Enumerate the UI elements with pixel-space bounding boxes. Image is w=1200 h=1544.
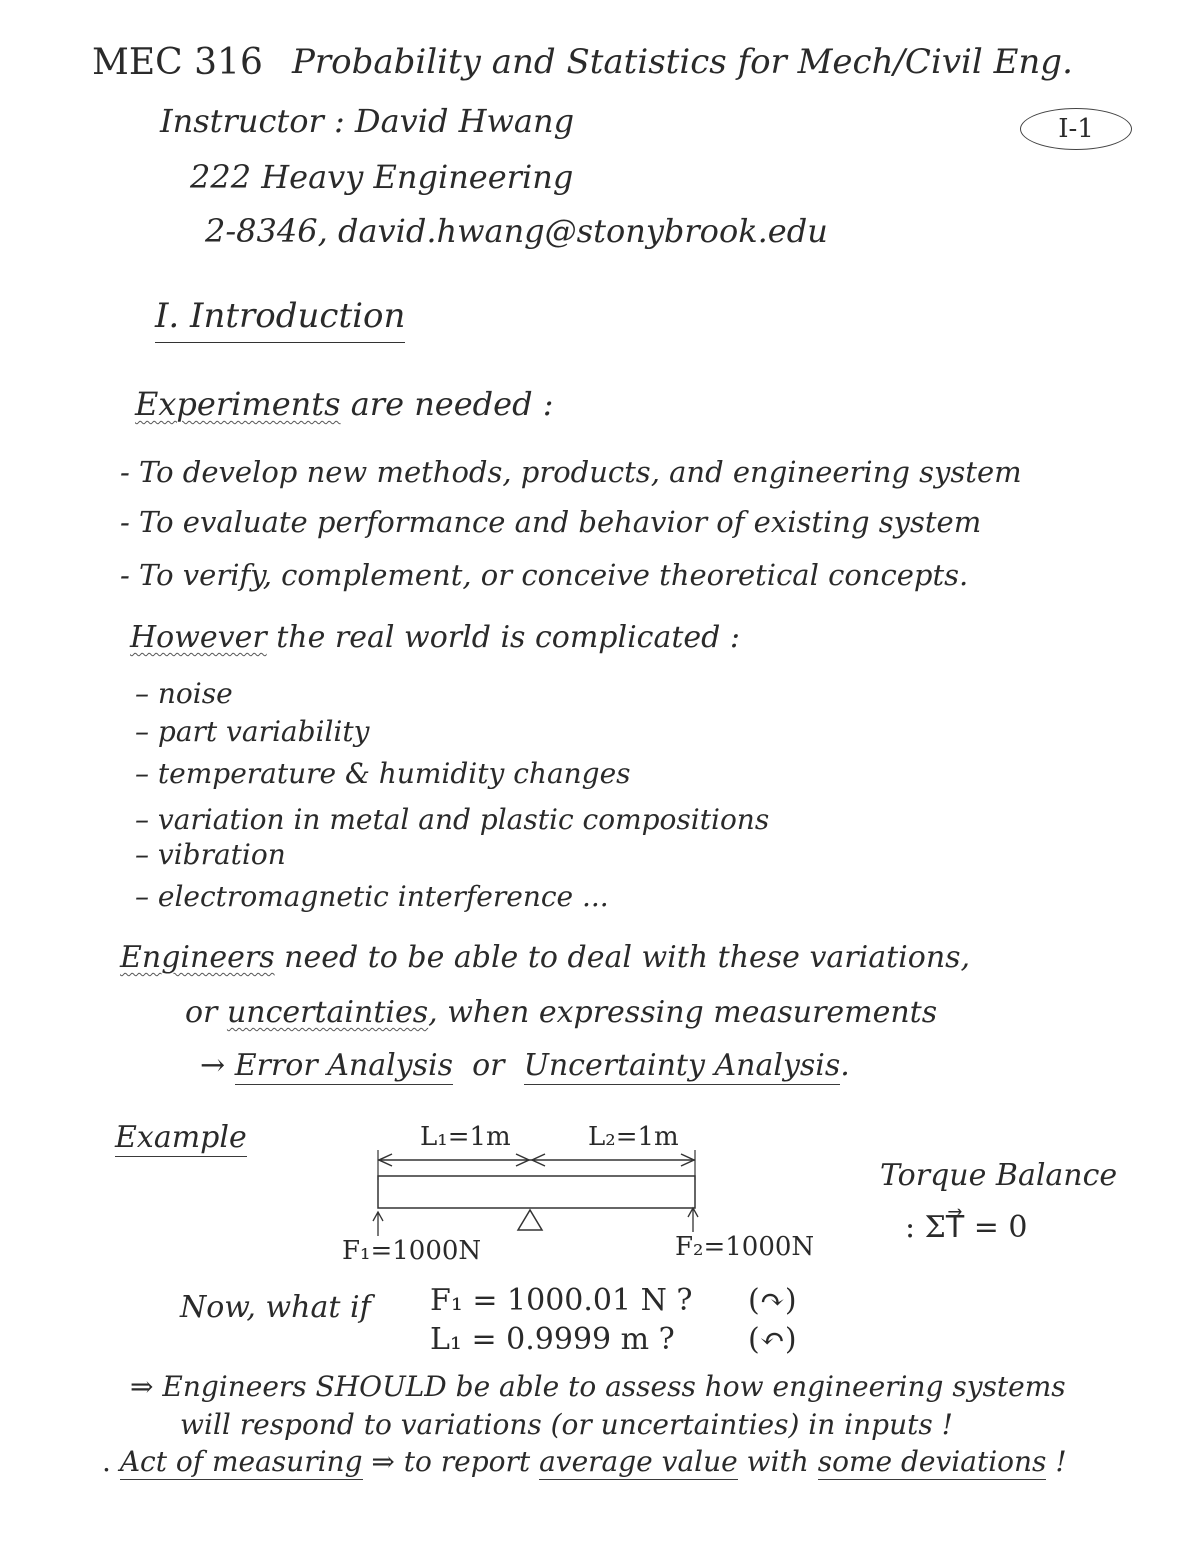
average-value: average value <box>539 1445 738 1478</box>
however-word: However <box>130 620 267 655</box>
engineers-or: or <box>185 995 218 1030</box>
now-what-if: Now, what if <box>180 1290 371 1325</box>
exclamation: ! <box>1055 1445 1067 1478</box>
double-arrow-icon: ⇒ <box>130 1370 154 1403</box>
section-heading-text: I. Introduction <box>155 296 405 343</box>
force-f2: F₂=1000N <box>675 1232 815 1262</box>
experiments-word: Experiments <box>135 385 341 423</box>
however-item-3: – temperature & humidity changes <box>135 757 631 790</box>
torque-equation: : ΣT⃗ = 0 <box>905 1210 1028 1245</box>
however-item-4: – variation in metal and plastic compositions <box>135 803 770 836</box>
length-l2: L₂=1m <box>588 1122 679 1152</box>
contact-line: 2-8346, david.hwang@stonybrook.edu <box>205 212 828 250</box>
torque-title: Torque Balance <box>880 1158 1118 1193</box>
conclusion-line-2: will respond to variations (or uncertainties) in inputs ! <box>180 1408 953 1441</box>
engineers-word: Engineers <box>120 940 275 975</box>
length-l1: L₁=1m <box>420 1122 511 1152</box>
beam <box>378 1176 695 1208</box>
with-word: with <box>746 1445 809 1478</box>
report-arrow: ⇒ to report <box>371 1445 531 1478</box>
experiments-item-2: - To evaluate performance and behavior of existing system <box>120 505 982 539</box>
engineers-line-1-rest: need to be able to deal with these variations, <box>284 940 971 975</box>
however-item-2: – part variability <box>135 715 370 748</box>
however-item-1: – noise <box>135 677 233 710</box>
conclusion-line-1-text: Engineers SHOULD be able to assess how engineering systems <box>162 1370 1066 1403</box>
page-label-text: I-1 <box>1058 114 1094 144</box>
example-label-text: Example <box>115 1120 247 1155</box>
analysis-or: or <box>472 1048 505 1083</box>
conclusion-line-3: . Act of measuring ⇒ to report average value with some deviations ! <box>102 1445 1067 1478</box>
uncertainty-analysis: Uncertainty Analysis <box>523 1048 841 1083</box>
course-code: MEC 316 <box>92 42 263 83</box>
engineers-line-2-rest: , when expressing measurements <box>428 995 938 1030</box>
question-l1-direction: (↶) <box>748 1322 797 1357</box>
however-item-5: – vibration <box>135 838 286 871</box>
course-title: Probability and Statistics for Mech/Civil Eng. <box>292 42 1073 82</box>
pivot-triangle <box>518 1210 542 1230</box>
force-f1: F₁=1000N <box>342 1236 482 1266</box>
question-f1-direction: (↷) <box>748 1283 797 1318</box>
however-rest: the real world is complicated : <box>276 620 741 655</box>
however-item-6: – electromagnetic interference ... <box>135 880 609 913</box>
office-line: 222 Heavy Engineering <box>190 158 574 196</box>
instructor-line: Instructor : David Hwang <box>160 102 575 140</box>
conclusion-line-1 <box>130 1370 1066 1403</box>
analysis-period: . <box>840 1048 850 1083</box>
act-of-measuring: Act of measuring <box>119 1445 363 1478</box>
error-analysis: Error Analysis <box>234 1048 454 1083</box>
question-l1: L₁ = 0.9999 m ? <box>430 1322 675 1357</box>
some-deviations: some deviations <box>817 1445 1047 1478</box>
uncertainties-word: uncertainties <box>226 995 429 1030</box>
question-f1: F₁ = 1000.01 N ? <box>430 1283 693 1318</box>
experiments-item-1: - To develop new methods, products, and engineering system <box>120 455 1022 489</box>
arrow-icon: → <box>200 1048 226 1083</box>
experiments-rest: are needed : <box>350 385 554 423</box>
experiments-item-3: - To verify, complement, or conceive theoretical concepts. <box>120 558 969 592</box>
